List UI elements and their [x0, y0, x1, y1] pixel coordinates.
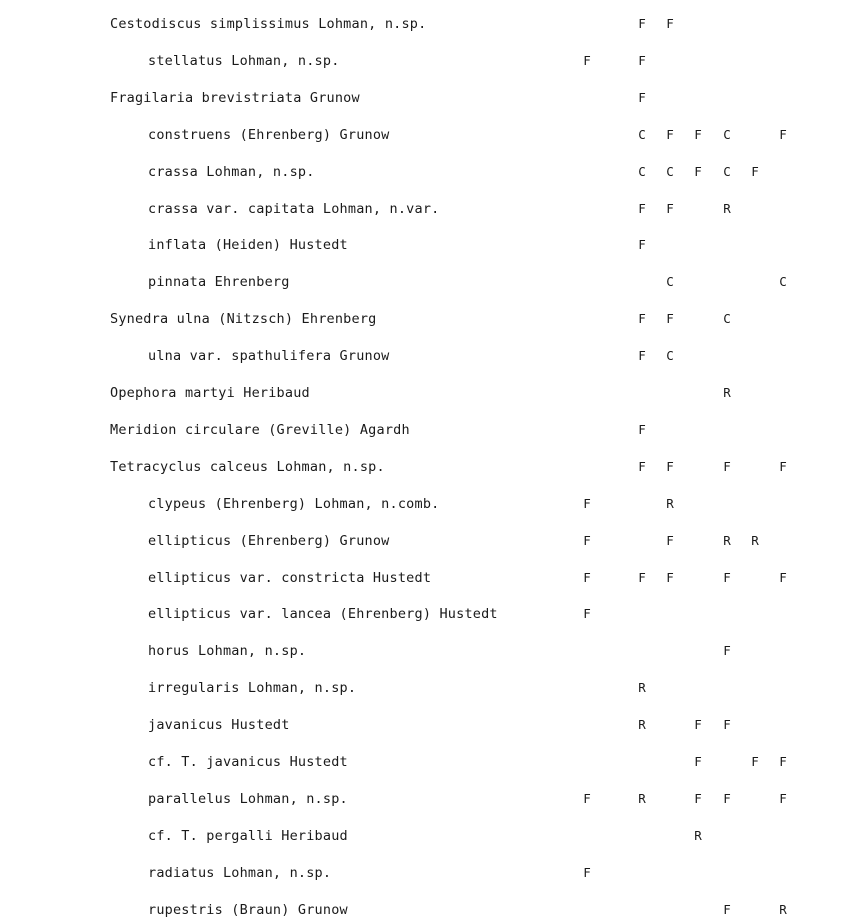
occurrence-mark: F: [779, 790, 787, 806]
occurrence-mark: R: [751, 532, 759, 548]
occurrence-mark: F: [638, 16, 646, 31]
occurrence-mark: F: [694, 163, 702, 179]
table-row: [0, 308, 864, 330]
occurrence-mark: R: [638, 680, 646, 696]
taxon-name: crassa var. capitata Lohman, n.var.: [148, 200, 440, 217]
taxon-name: cf. T. pergalli Heribaud: [148, 827, 348, 844]
occurrence-mark: F: [694, 717, 702, 733]
taxon-name: horus Lohman, n.sp.: [148, 643, 307, 660]
occurrence-mark: F: [666, 532, 674, 548]
table-row: [0, 50, 864, 72]
occurrence-mark: F: [694, 754, 702, 769]
occurrence-mark: F: [638, 200, 646, 216]
occurrence-mark: R: [694, 827, 702, 843]
occurrence-mark: F: [666, 16, 674, 31]
occurrence-mark: C: [723, 311, 731, 327]
occurrence-mark: F: [583, 569, 591, 585]
occurrence-mark: F: [583, 495, 591, 511]
occurrence-mark: F: [666, 200, 674, 216]
occurrence-mark: F: [638, 348, 646, 364]
occurrence-mark: R: [638, 790, 646, 806]
table-row: [0, 567, 864, 589]
occurrence-mark: F: [723, 790, 731, 806]
occurrence-mark: C: [666, 163, 674, 179]
occurrence-mark: R: [723, 532, 731, 548]
occurrence-mark: F: [723, 458, 731, 474]
table-row: [0, 751, 864, 773]
table-row: [0, 677, 864, 699]
taxon-name: irregularis Lohman, n.sp.: [148, 680, 357, 697]
table-row: [0, 493, 864, 515]
table-row: [0, 271, 864, 293]
taxon-name: Synedra ulna (Nitzsch) Ehrenberg: [110, 311, 377, 328]
taxon-name: radiatus Lohman, n.sp.: [148, 864, 332, 881]
occurrence-mark: F: [583, 790, 591, 806]
occurrence-mark: C: [723, 163, 731, 179]
taxon-name: parallelus Lohman, n.sp.: [148, 790, 348, 807]
taxon-name: javanicus Hustedt: [148, 717, 290, 734]
occurrence-mark: C: [723, 126, 731, 142]
occurrence-mark: C: [638, 163, 646, 179]
taxon-name: rupestris (Braun) Grunow: [148, 901, 348, 918]
taxon-name: stellatus Lohman, n.sp.: [148, 52, 340, 69]
occurrence-mark: F: [666, 458, 674, 474]
table-row: [0, 234, 864, 256]
occurrence-mark: F: [723, 901, 731, 917]
occurrence-mark: F: [694, 790, 702, 806]
table-row: [0, 198, 864, 220]
table-row: [0, 603, 864, 625]
table-row: [0, 382, 864, 404]
occurrence-mark: F: [638, 237, 646, 253]
occurrence-mark: C: [779, 274, 787, 290]
taxon-name: Cestodiscus simplissimus Lohman, n.sp.: [110, 16, 427, 32]
occurrence-mark: F: [666, 569, 674, 585]
taxon-name: Opephora martyi Heribaud: [110, 385, 310, 401]
occurrence-mark: F: [694, 126, 702, 142]
occurrence-mark: F: [638, 311, 646, 327]
occurrence-mark: F: [638, 569, 646, 585]
taxon-name: clypeus (Ehrenberg) Lohman, n.comb.: [148, 495, 440, 512]
table-row: [0, 899, 864, 921]
occurrence-mark: F: [779, 126, 787, 142]
occurrence-mark: F: [583, 52, 591, 68]
occurrence-mark: C: [638, 126, 646, 142]
occurrence-mark: F: [583, 606, 591, 622]
table-row: [0, 530, 864, 552]
taxon-name: cf. T. javanicus Hustedt: [148, 754, 348, 770]
table-row: [0, 825, 864, 847]
occurrence-mark: F: [638, 89, 646, 105]
occurrence-mark: F: [779, 458, 787, 474]
taxon-name: crassa Lohman, n.sp.: [148, 163, 315, 180]
occurrence-mark: F: [723, 569, 731, 585]
occurrence-mark: R: [723, 385, 731, 400]
table-row: [0, 87, 864, 109]
occurrence-mark: R: [723, 200, 731, 216]
occurrence-mark: F: [779, 754, 787, 769]
taxon-name: inflata (Heiden) Hustedt: [148, 237, 348, 254]
occurrence-mark: C: [666, 348, 674, 364]
occurrence-mark: F: [666, 126, 674, 142]
occurrence-mark: F: [723, 643, 731, 659]
occurrence-mark: F: [751, 754, 759, 769]
table-row: [0, 419, 864, 441]
table-row: [0, 862, 864, 884]
occurrence-mark: F: [666, 311, 674, 327]
table-row: [0, 640, 864, 662]
table-row: [0, 124, 864, 146]
occurrence-mark: F: [583, 532, 591, 548]
occurrence-mark: F: [638, 458, 646, 474]
table-row: [0, 714, 864, 736]
occurrence-mark: R: [666, 495, 674, 511]
taxon-name: Tetracyclus calceus Lohman, n.sp.: [110, 458, 385, 475]
taxon-name: Meridion circulare (Greville) Agardh: [110, 421, 410, 438]
taxon-name: ulna var. spathulifera Grunow: [148, 348, 390, 365]
taxon-name: construens (Ehrenberg) Grunow: [148, 126, 390, 143]
table-row: [0, 456, 864, 478]
occurrence-mark: F: [779, 569, 787, 585]
taxon-name: ellipticus (Ehrenberg) Grunow: [148, 532, 390, 549]
taxon-name: ellipticus var. constricta Hustedt: [148, 569, 432, 586]
occurrence-mark: F: [583, 864, 591, 880]
occurrence-mark: F: [723, 717, 731, 733]
occurrence-mark: F: [638, 421, 646, 437]
occurrence-mark: F: [638, 52, 646, 68]
table-row: [0, 161, 864, 183]
taxon-name: pinnata Ehrenberg: [148, 274, 290, 291]
taxon-name: Fragilaria brevistriata Grunow: [110, 89, 360, 106]
table-row: [0, 345, 864, 367]
table-row: [0, 788, 864, 810]
occurrence-mark: R: [638, 717, 646, 733]
occurrence-mark: R: [779, 901, 787, 917]
taxon-name: ellipticus var. lancea (Ehrenberg) Hustedt: [148, 606, 498, 623]
occurrence-mark: C: [666, 274, 674, 290]
table-row: [0, 13, 864, 35]
occurrence-mark: F: [751, 163, 759, 179]
